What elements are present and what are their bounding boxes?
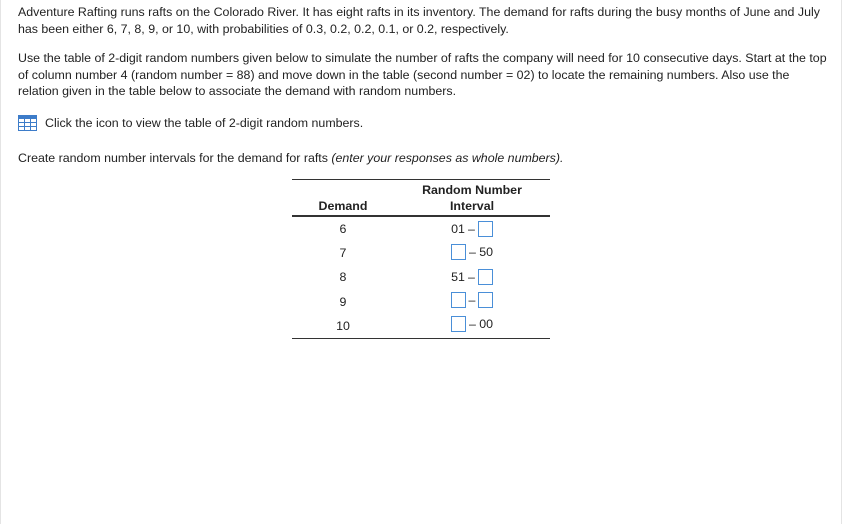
interval-separator: – <box>468 293 476 308</box>
table-row <box>292 216 550 241</box>
interval-cell <box>394 314 550 339</box>
problem-intro: Adventure Rafting runs rafts on the Colorado River. It has eight rafts in its inventory. The demand for rafts during the busy months of June and July has been either 6, 7, 8, 9, or 10, with probabilities of 0.3, 0.2, 0.2, 0.1, or 0.2, respectively. <box>18 5 820 36</box>
interval-low-input[interactable] <box>451 316 466 332</box>
interval-separator: – 00 <box>468 317 494 332</box>
random-table-link-row <box>18 115 363 131</box>
table-row <box>292 265 550 289</box>
interval-cell <box>394 290 550 314</box>
header-interval <box>394 180 550 217</box>
interval-separator: – <box>467 270 475 285</box>
interval-cell <box>394 216 550 241</box>
interval-high-input[interactable] <box>478 221 493 237</box>
interval-cell <box>394 241 550 265</box>
table-row <box>292 241 550 265</box>
header-interval-line1: Random Number <box>422 183 522 197</box>
task-prompt <box>18 150 830 167</box>
table-grid-icon[interactable] <box>18 115 37 131</box>
task-hint: (enter your responses as whole numbers). <box>331 151 564 165</box>
interval-low: 01 <box>451 222 465 237</box>
random-table-link[interactable]: Click the icon to view the table of 2-digit random numbers. <box>45 116 364 130</box>
interval-cell <box>394 265 550 289</box>
table-header-row <box>292 180 550 217</box>
demand-value: 6 <box>339 222 347 237</box>
demand-value: 8 <box>339 270 347 285</box>
demand-value: 7 <box>339 246 347 261</box>
demand-value: 10 <box>336 318 350 333</box>
task-text: Create random number intervals for the demand for rafts <box>18 151 332 165</box>
interval-high-input[interactable] <box>478 269 493 285</box>
table-row <box>292 290 550 314</box>
interval-low: 51 <box>451 270 465 285</box>
header-interval-line2: Interval <box>449 199 495 213</box>
table-row <box>292 314 550 339</box>
interval-low-input[interactable] <box>451 244 466 260</box>
interval-high-input[interactable] <box>478 292 493 308</box>
interval-separator: – 50 <box>468 244 494 259</box>
header-demand: Demand <box>318 199 368 213</box>
problem-instructions: Use the table of 2-digit random numbers given below to simulate the number of rafts the company will need for 10 consecutive days. Start at the top of column number 4 (random number = 88) and move down in the table (second number = 02) to locate the remaining numbers. Also use the relation given in the table below to associate the demand with random numbers. <box>18 51 827 98</box>
demand-value: 9 <box>339 294 347 309</box>
demand-interval-table <box>292 179 550 339</box>
interval-separator: – <box>467 222 475 237</box>
interval-low-input[interactable] <box>451 292 466 308</box>
